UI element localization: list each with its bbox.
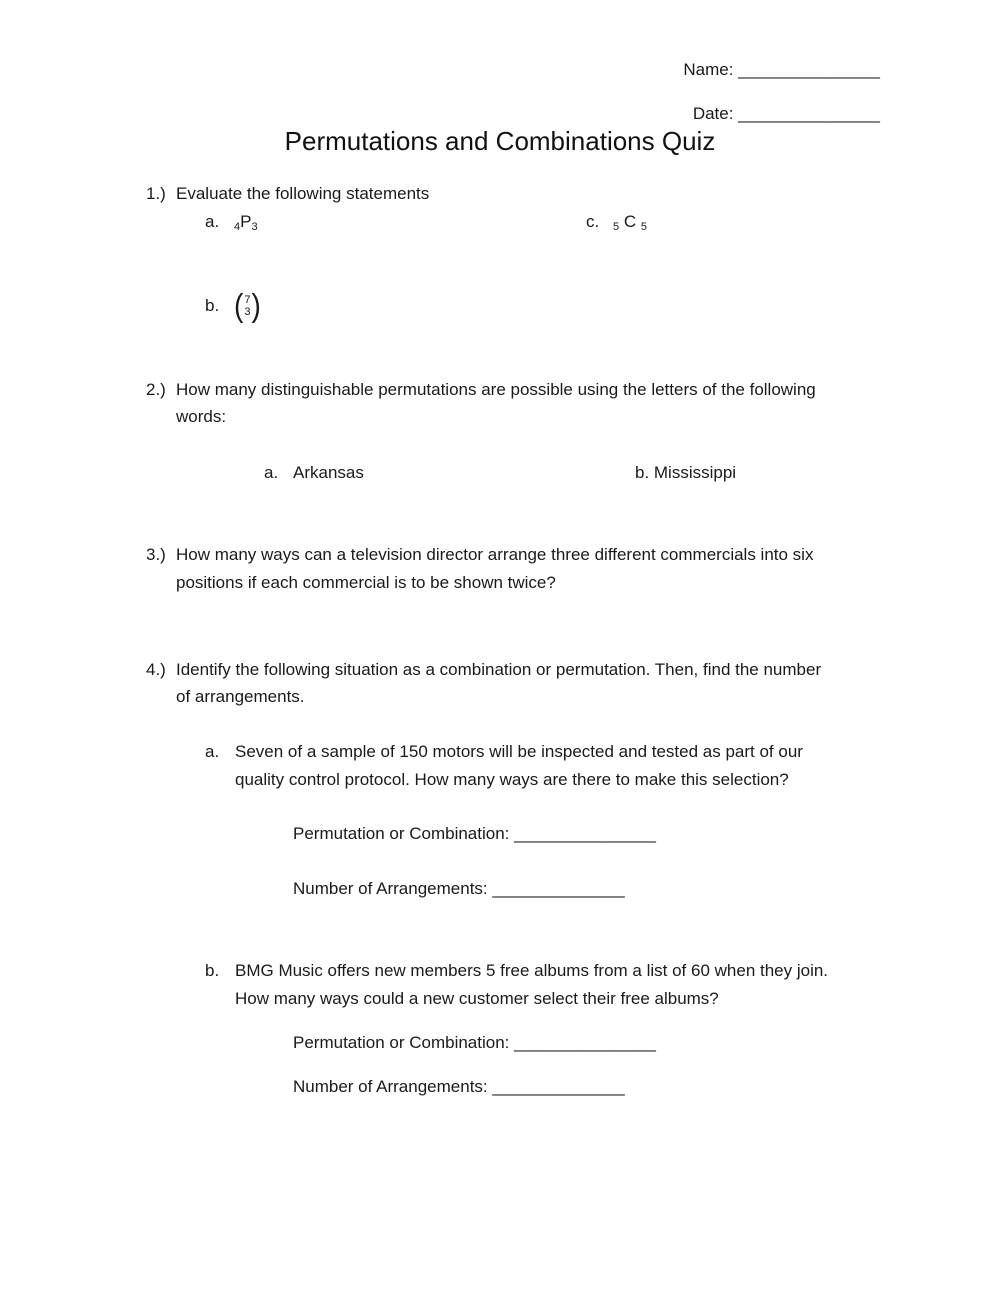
q2a-word: Arkansas xyxy=(293,463,364,482)
q1c-n: 5 xyxy=(613,221,620,233)
q4b-type-field[interactable]: Permutation or Combination: _______________ xyxy=(293,1033,656,1052)
date-field[interactable]: Date: _______________ xyxy=(692,104,880,123)
q4a-count-field[interactable]: Number of Arrangements: ______________ xyxy=(293,879,625,898)
q1b-bottom: 3 xyxy=(244,306,251,318)
q2-number: 2.) xyxy=(146,380,166,399)
q2-line1: How many distinguishable permutations are possible using the letters of the following xyxy=(176,380,816,399)
q1a-n: 4 xyxy=(234,221,241,233)
q1c-r: 5 xyxy=(640,221,647,233)
q1b-marker: b. xyxy=(205,296,220,315)
q4b-count-field[interactable]: Number of Arrangements: ______________ xyxy=(293,1077,625,1096)
q4-number: 4.) xyxy=(146,660,166,679)
q1b-binomial: ( 7 3 ) xyxy=(234,287,261,324)
page-title: Permutations and Combinations Quiz xyxy=(284,126,716,156)
q1b-top: 7 xyxy=(244,294,251,306)
q4-line2: of arrangements. xyxy=(176,687,305,706)
q4a-type-field[interactable]: Permutation or Combination: _______________ xyxy=(293,824,656,843)
q3-number: 3.) xyxy=(146,545,166,564)
q4a-line1: Seven of a sample of 150 motors will be inspected and tested as part of our xyxy=(235,742,803,761)
q3-line2: positions if each commercial is to be shown twice? xyxy=(176,573,556,592)
q4-line1: Identify the following situation as a combination or permutation. Then, find the number xyxy=(176,660,822,679)
q2b-word: b. Mississippi xyxy=(635,463,737,482)
q2a-marker: a. xyxy=(264,463,279,482)
q1-prompt: Evaluate the following statements xyxy=(176,184,430,203)
q1c-expression xyxy=(613,212,647,233)
q2-line2: words: xyxy=(176,407,227,426)
q1-number: 1.) xyxy=(146,184,166,203)
q1a-r: 3 xyxy=(251,221,258,233)
q4b-line1: BMG Music offers new members 5 free albums from a list of 60 when they join. xyxy=(235,961,829,980)
q1a-letter: P xyxy=(240,212,252,231)
q4b-marker: b. xyxy=(205,961,220,980)
q4b-line2: How many ways could a new customer select their free albums? xyxy=(235,989,719,1008)
q4a-marker: a. xyxy=(205,742,220,761)
q3-line1: How many ways can a television director arrange three different commercials into six xyxy=(176,545,814,564)
name-field[interactable]: Name: _______________ xyxy=(683,60,880,79)
q4a-line2: quality control protocol. How many ways are there to make this selection? xyxy=(235,770,789,789)
q1c-letter: C xyxy=(623,212,637,231)
q1a-marker: a. xyxy=(205,212,220,231)
q1a-expression xyxy=(234,212,258,233)
q1c-marker: c. xyxy=(586,212,600,231)
